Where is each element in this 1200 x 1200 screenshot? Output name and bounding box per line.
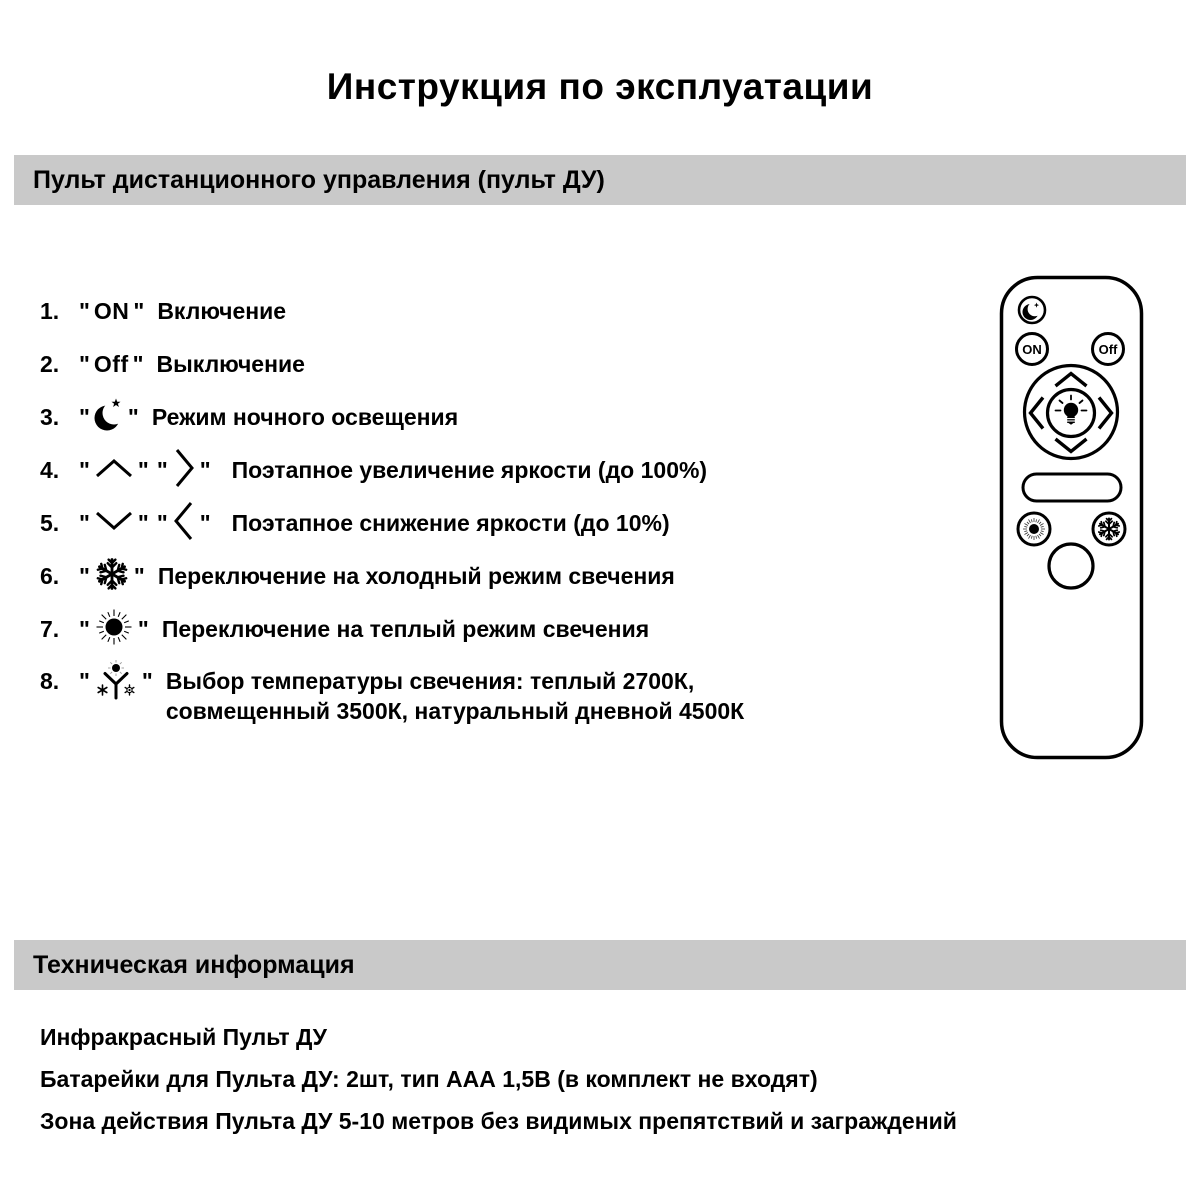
chevron-up-icon	[94, 456, 134, 486]
temperature-select-icon	[94, 660, 138, 708]
list-item-night-mode: 3. " " Режим ночного освещения	[40, 391, 990, 444]
remote-control-illustration	[993, 270, 1151, 768]
tech-info	[40, 1025, 957, 1151]
tech-info-line: Инфракрасный Пульт ДУ	[40, 1024, 327, 1050]
item-description: Выключение	[156, 351, 305, 377]
list-item-brightness-down: 5. " " " " Поэтапное снижение яркости (до 10%)	[40, 497, 990, 550]
item-number: 7.	[40, 616, 60, 642]
snowflake-icon	[94, 556, 130, 598]
list-item-brightness-up: 4. " " " " Поэтапное увеличение яркости (до 100%)	[40, 444, 990, 497]
list-item-temperature-select: 8. " " Выбор температуры свечения: теплый 2700К, совмещенный 3500К, натуральный дневной 4500К	[40, 666, 990, 726]
tech-info-line: Батарейки для Пульта ДУ: 2шт, тип ААА 1,5В (в комплект не входят)	[40, 1066, 818, 1092]
item-description: Поэтапное увеличение яркости (до 100%)	[231, 457, 708, 483]
chevron-right-icon	[172, 446, 196, 496]
list-item-warm-mode: 7. " " Переключение на теплый режим свечения	[40, 603, 990, 656]
item-number: 4.	[40, 457, 60, 483]
moon-night-mode-icon	[94, 396, 124, 440]
section-header-tech	[14, 940, 1186, 990]
section-header-remote-label: Пульт дистанционного управления (пульт ДУ)	[33, 165, 605, 194]
off-token: Off	[93, 351, 129, 377]
tech-info-line: Зона действия Пульта ДУ 5-10 метров без видимых препятствий и заграждений	[40, 1108, 957, 1134]
sun-icon	[94, 607, 134, 653]
item-number: 3.	[40, 404, 60, 430]
chevron-left-icon	[172, 499, 196, 549]
on-token: ON	[93, 298, 130, 324]
item-description: Включение	[157, 298, 287, 324]
section-header-remote	[14, 155, 1186, 205]
item-number: 5.	[40, 510, 60, 536]
remote-buttons-list	[40, 285, 990, 726]
list-item-cold-mode: 6. " " Переключение на холодный режим свечения	[40, 550, 990, 603]
list-item-on: 1. " ON " Включение	[40, 298, 287, 324]
page-title: Инструкция по эксплуатации	[326, 66, 874, 107]
item-number: 2.	[40, 351, 60, 377]
remote-off-label: Off	[1098, 342, 1118, 357]
item-number: 1.	[40, 298, 60, 324]
item-number: 8.	[40, 668, 60, 694]
item-number: 6.	[40, 563, 60, 589]
item-description: Переключение на теплый режим свечения	[161, 616, 650, 642]
section-header-tech-label: Техническая информация	[33, 950, 355, 979]
item-description: Переключение на холодный режим свечения	[157, 563, 675, 589]
remote-on-label: ON	[1022, 342, 1042, 357]
item-description: Выбор температуры свечения: теплый 2700К, совмещенный 3500К, натуральный дневной 4500К	[165, 668, 745, 724]
list-item-off: 2. " Off " Выключение	[40, 351, 305, 377]
item-description: Поэтапное снижение яркости (до 10%)	[231, 510, 670, 536]
item-description: Режим ночного освещения	[151, 404, 459, 430]
chevron-down-icon	[94, 509, 134, 539]
